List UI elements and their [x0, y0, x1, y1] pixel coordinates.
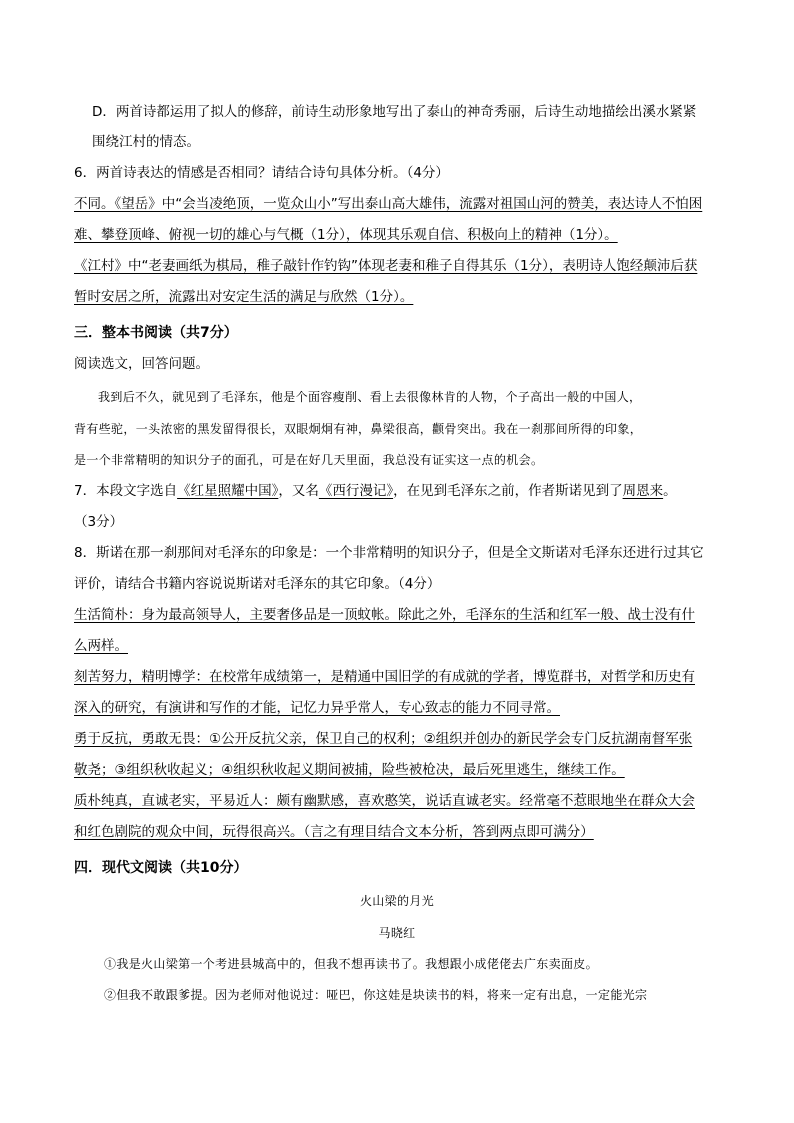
excerpt-line-2: 背有些驼，一头浓密的黑发留得很长，双眼炯炯有神，鼻梁很高，颧骨突出。我在一刹那间所得的印象，: [74, 422, 643, 436]
question-7-prefix: 7．本段文字选自: [74, 483, 178, 499]
article-author: 马晓红: [378, 926, 416, 940]
answer-8-line-8: 和红色剧院的观众中间，玩得很高兴。（言之有理目结合文本分析，答到两点即可满分）: [74, 824, 594, 840]
question-8-line-2: 评价，请结合书籍内容说说斯诺对毛泽东的其它印象。（4分）: [74, 576, 441, 592]
excerpt-line-3: 是一个非常精明的知识分子的面孔，可是在好几天里面，我总没有证实这一点的机会。: [74, 453, 544, 467]
answer-8-line-7: 质朴纯真，直诚老实，平易近人：颇有幽默感，喜欢憨笑，说话直诚老实。经常毫不惹眼地坐在群众大会: [74, 793, 695, 809]
answer-8-line-5: 勇于反抗，勇敢无畏：①公开反抗父亲，保卫自己的权利；②组织并创办的新民学会专门反抗湖南督军张: [74, 731, 693, 747]
question-7-mid: ，又名: [278, 483, 319, 499]
answer-8-line-4: 深入的研究，有演讲和写作的才能，记忆力异乎常人，专心致志的能力不同寻常。: [74, 700, 560, 716]
answer-6-line-1: 不同。《望岳》中“会当凌绝顶，一览众山小”写出泰山高大雄伟，流露对祖国山河的赞美，表达诗人不怕困: [74, 196, 703, 212]
article-title: 火山梁的月光: [359, 894, 435, 908]
question-7: [74, 481, 677, 501]
option-d-line-1: D．两首诗都运用了拟人的修辞，前诗生动形象地写出了泰山的神奇秀丽，后诗生动地描绘出溪水紧紧: [92, 104, 697, 120]
answer-6-line-4: 暂时安居之所，流露出对安定生活的满足与欣然（1分）。: [74, 289, 414, 305]
answer-8-line-3: 刻苦努力，精明博学：在校常年成绩第一，是精通中国旧学的有成就的学者，博览群书，对哲学和历史有: [74, 669, 695, 685]
question-8-line-1: 8．斯诺在那一刹那间对毛泽东的印象是：一个非常精明的知识分子，但是全文斯诺对毛泽东还进行过其它: [74, 545, 704, 561]
section-4-heading: 四．现代文阅读（共10分）: [74, 860, 248, 876]
article-paragraph-2: ②但我不敢跟爹提。因为老师对他说过：哑巴，你这娃是块读书的料，将来一定有出息，一定能光宗: [104, 988, 648, 1002]
excerpt-line-1: 我到后不久，就见到了毛泽东，他是个面容瘦削、看上去很像林肯的人物，个子高出一般的中国人，: [98, 390, 642, 404]
option-d-line-2: 围绕江村的情态。: [92, 134, 200, 150]
question-6: 6．两首诗表达的情感是否相同？请结合诗句具体分析。（4分）: [74, 165, 449, 181]
answer-8-line-2: 么两样。: [74, 638, 128, 654]
article-paragraph-1: ①我是火山梁第一个考进县城高中的，但我不想再读书了。我想跟小成佬佬去广东卖面皮。: [104, 957, 599, 971]
answer-8-line-6: 敬尧；③组织秋收起义；④组织秋收起义期间被捕，险些被枪决，最后死里逃生，继续工作。: [74, 762, 625, 778]
reading-instruction: 阅读选文，回答问题。: [74, 356, 209, 372]
answer-6-line-3: 《江村》中“老妻画纸为棋局，稚子敲针作钓钩”体现老妻和稚子自得其乐（1分），表明诗人饱经颠沛后获: [74, 258, 698, 274]
answer-7-person: 周恩来: [622, 483, 664, 499]
answer-7-alt-title: 《西行漫记》: [318, 483, 394, 499]
question-7-score: （3分）: [74, 514, 124, 530]
question-7-tail: ，在见到毛泽东之前，作者斯诺见到了: [393, 483, 623, 499]
section-3-heading: 三．整本书阅读（共7分）: [74, 325, 238, 341]
answer-7-book: 《红星照耀中国》: [177, 483, 279, 499]
answer-6-line-2: 难、攀登顶峰、俯视一切的雄心与气概（1分），体现其乐观自信、积极向上的精神（1分）。: [74, 227, 618, 243]
answer-8-line-1: 生活简朴：身为最高领导人，主要奢侈品是一顶蚊帐。除此之外，毛泽东的生活和红军一般、战士没有什: [74, 607, 695, 623]
question-7-end: 。: [663, 483, 677, 499]
